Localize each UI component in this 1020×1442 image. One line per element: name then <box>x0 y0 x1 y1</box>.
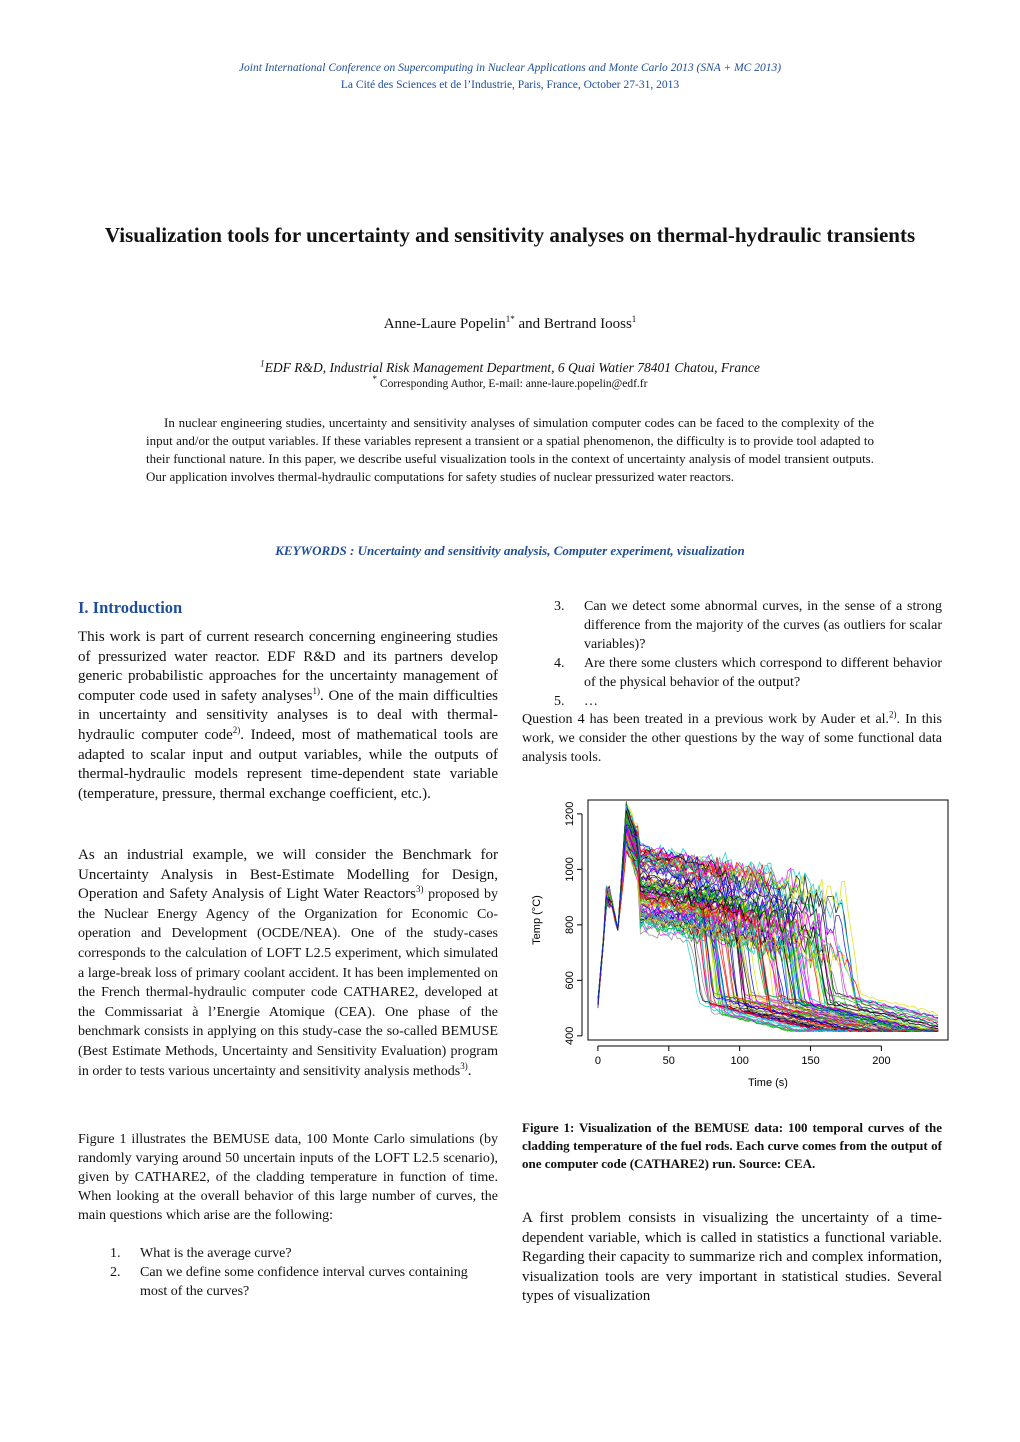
section-heading: I. Introduction <box>78 598 183 617</box>
list-number: 3. <box>554 599 565 614</box>
list-number: 2. <box>110 1265 121 1280</box>
list-item <box>78 1244 498 1263</box>
ref-sup: 2) <box>889 709 897 720</box>
temperature-chart <box>522 790 952 1100</box>
x-tick-label: 150 <box>801 1055 820 1067</box>
left-para-1 <box>78 628 498 804</box>
para-2b: proposed by the Nuclear Energy Agency of the Organization for Economic Co-operation and Development (OCDE/NEA). One of the study-cases corresponds to the calculation of LOFT L2.5 experiment, which simulated a large-break loss of primary coolant accident. It has been implemented on the French thermal-hydraulic computer code CATHARE2, developed at the Commissariat à l’Energie Atomique (CEA). One phase of the benchmark consists in applying on this study-case the so-called BEMUSE (Best Estimate Methods, Uncertainty and Sensitivity Evaluation) program in order to tests various uncertainty and sensitivity analysis methods <box>78 887 499 1079</box>
author-1: Anne-Laure Popelin <box>383 316 506 332</box>
y-axis-label: Temp (°C) <box>531 895 543 945</box>
paper-title: Visualization tools for uncertainty and sensitivity analyses on thermal-hydraulic transients <box>104 223 916 247</box>
list-text: Are there some clusters which correspond to different behavior of the physical behavior of the output? <box>584 656 942 690</box>
y-tick-label: 1000 <box>564 857 576 882</box>
y-tick-label: 1200 <box>564 801 576 827</box>
list-text: Can we define some confidence interval curves containing most of the curves? <box>140 1265 468 1299</box>
para-1b: . One of the main difficulties in uncertainty and sensitivity analyses is to deal with thermal-hydraulic computer code <box>78 687 498 743</box>
authors <box>0 316 1020 333</box>
abstract: In nuclear engineering studies, uncertainty and sensitivity analyses of simulation computer codes can be faced to the complexity of the input and/or the output variables. If these variables represent a transient or a spatial phenomenon, the difficulty is to provide tool adapted to their functional nature. In this paper, we describe useful visualization tools in the context of uncertainty analysis of model transient outputs. Our application involves thermal-hydraulic computations for safety studies of nuclear pressurized water reactors. <box>146 415 874 484</box>
questions-list-left <box>78 1244 498 1301</box>
right-para-4 <box>522 710 942 767</box>
x-tick-label: 200 <box>872 1055 891 1067</box>
list-text: … <box>584 694 598 709</box>
list-number: 4. <box>554 656 565 671</box>
list-item <box>522 597 942 654</box>
author-2-sup: 1 <box>631 314 637 324</box>
list-item <box>522 654 942 692</box>
affiliation-text: EDF R&D, Industrial Risk Management Department, 6 Quai Watier 78401 Chatou, France <box>264 360 760 375</box>
ref-sup: 3) <box>416 884 424 895</box>
author-1-sup: 1* <box>505 314 515 324</box>
conference-header: Joint International Conference on Supercomputing in Nuclear Applications and Monte Carlo 2013 (SNA + MC 2013) <box>238 62 782 74</box>
curves-group <box>598 801 938 1031</box>
list-text: Can we detect some abnormal curves, in the sense of a strong difference from the majority of the curves (as outliers for scalar variables)? <box>584 599 942 652</box>
corresponding-author <box>0 374 1020 390</box>
corr-text: Corresponding Author, E-mail: anne-laure.popelin@edf.fr <box>377 378 648 390</box>
left-para-2 <box>78 846 498 1081</box>
affiliation <box>0 360 1020 376</box>
figure-caption: Figure 1: Visualization of the BEMUSE data: 100 temporal curves of the cladding temperature of the fuel rods. Each curve comes from the output of one computer code (CATHARE2) run. Source: CEA. <box>522 1120 942 1171</box>
author-2: and Bertrand Iooss <box>514 316 632 332</box>
x-axis-label: Time (s) <box>748 1077 788 1089</box>
y-tick-label: 600 <box>564 971 576 990</box>
list-number: 1. <box>110 1246 121 1261</box>
affiliation-sup: 1 <box>260 358 265 369</box>
venue-header: La Cité des Sciences et de l’Industrie, Paris, France, October 27-31, 2013 <box>340 79 680 91</box>
ref-sup: 1) <box>312 685 320 696</box>
right-para-5: A first problem consists in visualizing the uncertainty of a time-dependent variable, which is called in statistics a functional variable. Regarding their capacity to summarize rich and complex information, visualization tools are very important in statistical studies. Several types of visualization <box>522 1210 942 1305</box>
keywords: KEYWORDS : Uncertainty and sensitivity analysis, Computer experiment, visualization <box>275 543 745 558</box>
ref-sup: 3) <box>460 1060 468 1071</box>
x-tick-label: 50 <box>662 1055 675 1067</box>
left-para-3: Figure 1 illustrates the BEMUSE data, 100 Monte Carlo simulations (by randomly varying around 50 uncertain inputs of the LOFT L2.5 scenario), given by CATHARE2, of the cladding temperature in function of time. When looking at the overall behavior of this large number of curves, the main questions which arise are the following: <box>78 1132 498 1223</box>
list-item <box>78 1263 498 1301</box>
list-text: What is the average curve? <box>140 1246 292 1261</box>
list-item <box>522 692 942 711</box>
figure-1 <box>522 790 952 1100</box>
para-2c: . <box>467 1062 472 1079</box>
para-4a: Question 4 has been treated in a previous work by Auder et al. <box>522 712 890 727</box>
y-tick-label: 400 <box>564 1026 576 1046</box>
list-number: 5. <box>554 694 565 709</box>
x-tick-label: 100 <box>730 1055 749 1067</box>
para-2a: As an industrial example, we will consider the Benchmark for Uncertainty Analysis in Best-Estimate Modelling for Design, Operation and Safety Analysis of Light Water Reactors <box>78 847 498 903</box>
y-tick-label: 800 <box>564 915 576 935</box>
para-1a: This work is part of current research concerning engineering studies of pressurized water reactor. EDF R&D and its partners develop generic probabilistic approaches for the uncertainty management of computer code used in safety analyses <box>78 629 498 704</box>
x-tick-label: 0 <box>594 1055 601 1067</box>
para-4b: . In this work, we consider the other questions by the way of some functional data analysis tools. <box>522 712 942 765</box>
questions-list-right <box>522 597 942 711</box>
corr-sup: * <box>372 374 378 385</box>
para-1c: . Indeed, most of mathematical tools are adapted to scalar input and output variables, while the outputs of thermal-hydraulic models represent time-dependent state variable (temperature, pressure, thermal exchange coefficient, etc.). <box>78 726 498 802</box>
ref-sup: 2) <box>232 724 241 735</box>
